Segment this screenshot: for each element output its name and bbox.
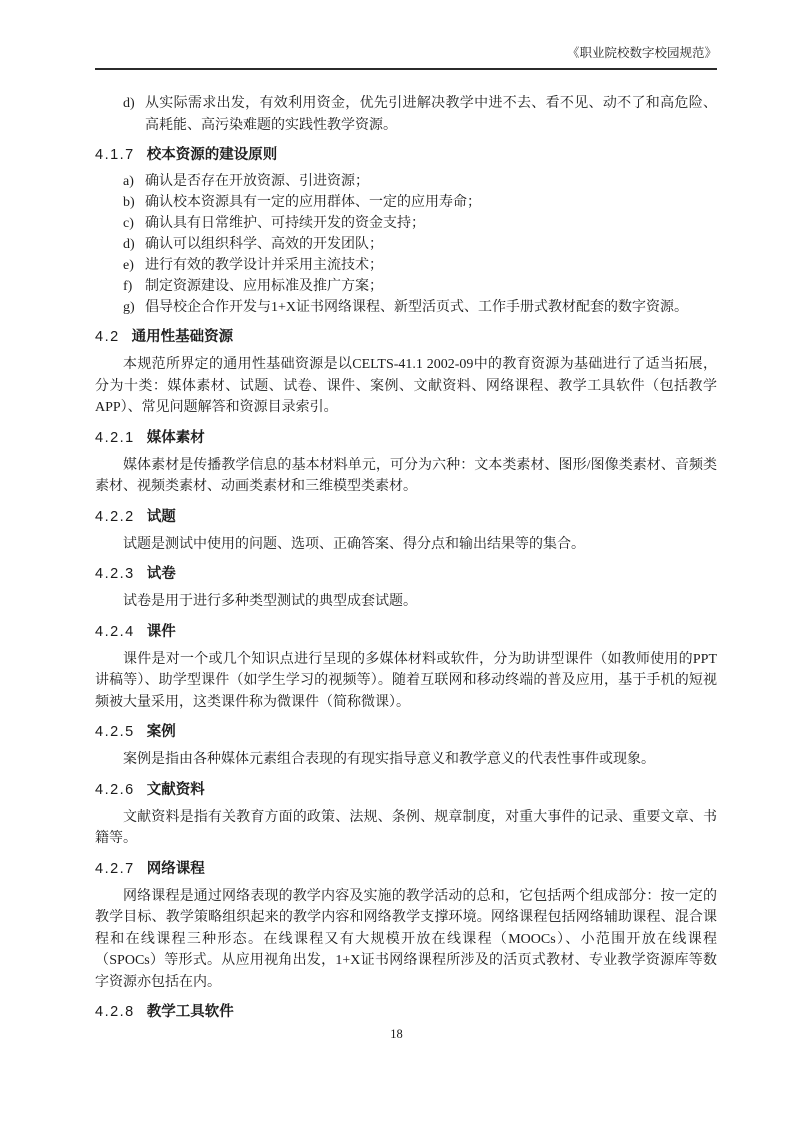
list-item — [95, 213, 717, 234]
list-item-text: 确认是否存在开放资源、引进资源； — [145, 174, 369, 189]
section-title: 文献资料 — [146, 781, 205, 798]
body-paragraph: 试卷是用于进行多种类型测试的典型成套试题。 — [123, 594, 417, 609]
list-item-intro-d — [95, 93, 717, 136]
list-item — [95, 192, 717, 213]
list-marker: a) — [123, 174, 134, 189]
section-heading-4.1.7 — [95, 144, 717, 166]
list-item-text: 倡导校企合作开发与1+X证书网络课程、新型活页式、工作手册式教材配套的数字资源。 — [145, 300, 689, 315]
section-number: 4.2.1 — [95, 429, 135, 446]
document-content — [95, 93, 717, 1023]
section-number: 4.2.7 — [95, 860, 135, 877]
body-paragraph: 本规范所界定的通用性基础资源是以CELTS-41.1 2002-09中的教育资源为基础进行了适当拓展，分为十类：媒体素材、试题、试卷、课件、案例、文献资料、网络课程、教学工具软件（包括教学APP）、常见问题解答和资源目录索引。 — [95, 357, 717, 415]
section-heading-4.2.5 — [95, 721, 717, 743]
section-heading-4.2.4 — [95, 621, 717, 643]
section-number: 4.2.3 — [95, 566, 135, 582]
section-heading-4.2.2 — [95, 506, 717, 528]
list-item — [95, 297, 717, 318]
page-footer — [0, 1026, 793, 1042]
section-number: 4.2.6 — [95, 781, 135, 798]
body-paragraph: 试题是测试中使用的问题、选项、正确答案、得分点和输出结果等的集合。 — [123, 536, 585, 552]
section-title: 试题 — [146, 508, 176, 525]
list-item-text: 确认具有日常维护、可持续开发的资金支持； — [145, 216, 425, 231]
body-paragraph: 课件是对一个或几个知识点进行呈现的多媒体材料或软件，分为助讲型课件（如教师使用的PPT讲稿等）、助学型课件（如学生学习的视频等）。随着互联网和移动终端的普及应用，基于手机的短视频被大量采用，这类课件称为微课件（简称微课）。 — [95, 651, 717, 710]
list-item-text: 从实际需求出发，有效利用资金，优先引进解决教学中进不去、看不见、动不了和高危险、高耗能、高污染难题的实践性教学资源。 — [145, 96, 717, 133]
list-item — [95, 276, 717, 297]
section-title: 课件 — [146, 623, 176, 640]
list-marker: d) — [123, 237, 135, 252]
section-heading-4.2 — [95, 326, 717, 348]
body-paragraph: 文献资料是指有关教育方面的政策、法规、条例、规章制度，对重大事件的记录、重要文章、书籍等。 — [95, 809, 717, 846]
section-number: 4.2.4 — [95, 623, 135, 640]
list-marker: b) — [123, 195, 135, 210]
list-marker: d) — [123, 96, 135, 111]
header-title: 《职业院校数字校园规范》 — [566, 46, 717, 60]
sections-container — [95, 144, 717, 1023]
list-marker: e) — [123, 258, 134, 273]
body-paragraph: 媒体素材是传播教学信息的基本材料单元，可分为六种：文本类素材、图形/图像类素材、音频类素材、视频类素材、动画类素材和三维模型类素材。 — [95, 457, 717, 494]
list-marker: g) — [123, 300, 135, 315]
list-marker: f) — [123, 279, 133, 294]
body-paragraph: 案例是指由各种媒体元素组合表现的有现实指导意义和教学意义的代表性事件或现象。 — [123, 752, 655, 767]
section-number: 4.2.5 — [95, 724, 135, 740]
section-heading-4.2.8 — [95, 1001, 717, 1023]
list-item-text: 确认可以组织科学、高效的开发团队； — [145, 237, 383, 252]
section-title: 教学工具软件 — [146, 1004, 234, 1020]
section-title: 网络课程 — [146, 860, 205, 877]
list-item-text: 进行有效的教学设计并采用主流技术； — [145, 258, 383, 273]
list-item — [95, 171, 717, 192]
section-number: 4.2.2 — [95, 508, 135, 525]
section-heading-4.2.7 — [95, 858, 717, 880]
section-title: 校本资源的建设原则 — [146, 147, 278, 163]
list-item-text: 制定资源建设、应用标准及推广方案； — [145, 279, 383, 294]
section-heading-4.2.1 — [95, 427, 717, 449]
section-heading-4.2.3 — [95, 563, 717, 585]
list-item — [95, 255, 717, 276]
page-number: 18 — [390, 1027, 403, 1041]
section-title: 媒体素材 — [146, 429, 205, 446]
list-item-text: 确认校本资源具有一定的应用群体、一定的应用寿命； — [145, 195, 481, 210]
section-number: 4.2.8 — [95, 1004, 135, 1020]
list-marker: c) — [123, 216, 134, 231]
page-header — [95, 0, 717, 70]
section-heading-4.2.6 — [95, 779, 717, 801]
list-item — [95, 234, 717, 255]
section-number: 4.1.7 — [95, 147, 135, 163]
body-paragraph: 网络课程是通过网络表现的教学内容及实施的教学活动的总和，它包括两个组成部分：按一定的教学目标、教学策略组织起来的教学内容和网络教学支撑环境。网络课程包括网络辅助课程、混合课程和在线课程三种形态。在线课程又有大规模开放在线课程（MOOCs）、小范围开放在线课程（SPOCs）等形式。从应用视角出发，1+X证书网络课程所涉及的活页式教材、专业教学资源库等数字资源亦包括在内。 — [95, 888, 717, 990]
section-title: 通用性基础资源 — [131, 329, 234, 345]
section-title: 案例 — [146, 724, 176, 740]
section-title: 试卷 — [146, 566, 176, 582]
section-number: 4.2 — [95, 329, 120, 345]
